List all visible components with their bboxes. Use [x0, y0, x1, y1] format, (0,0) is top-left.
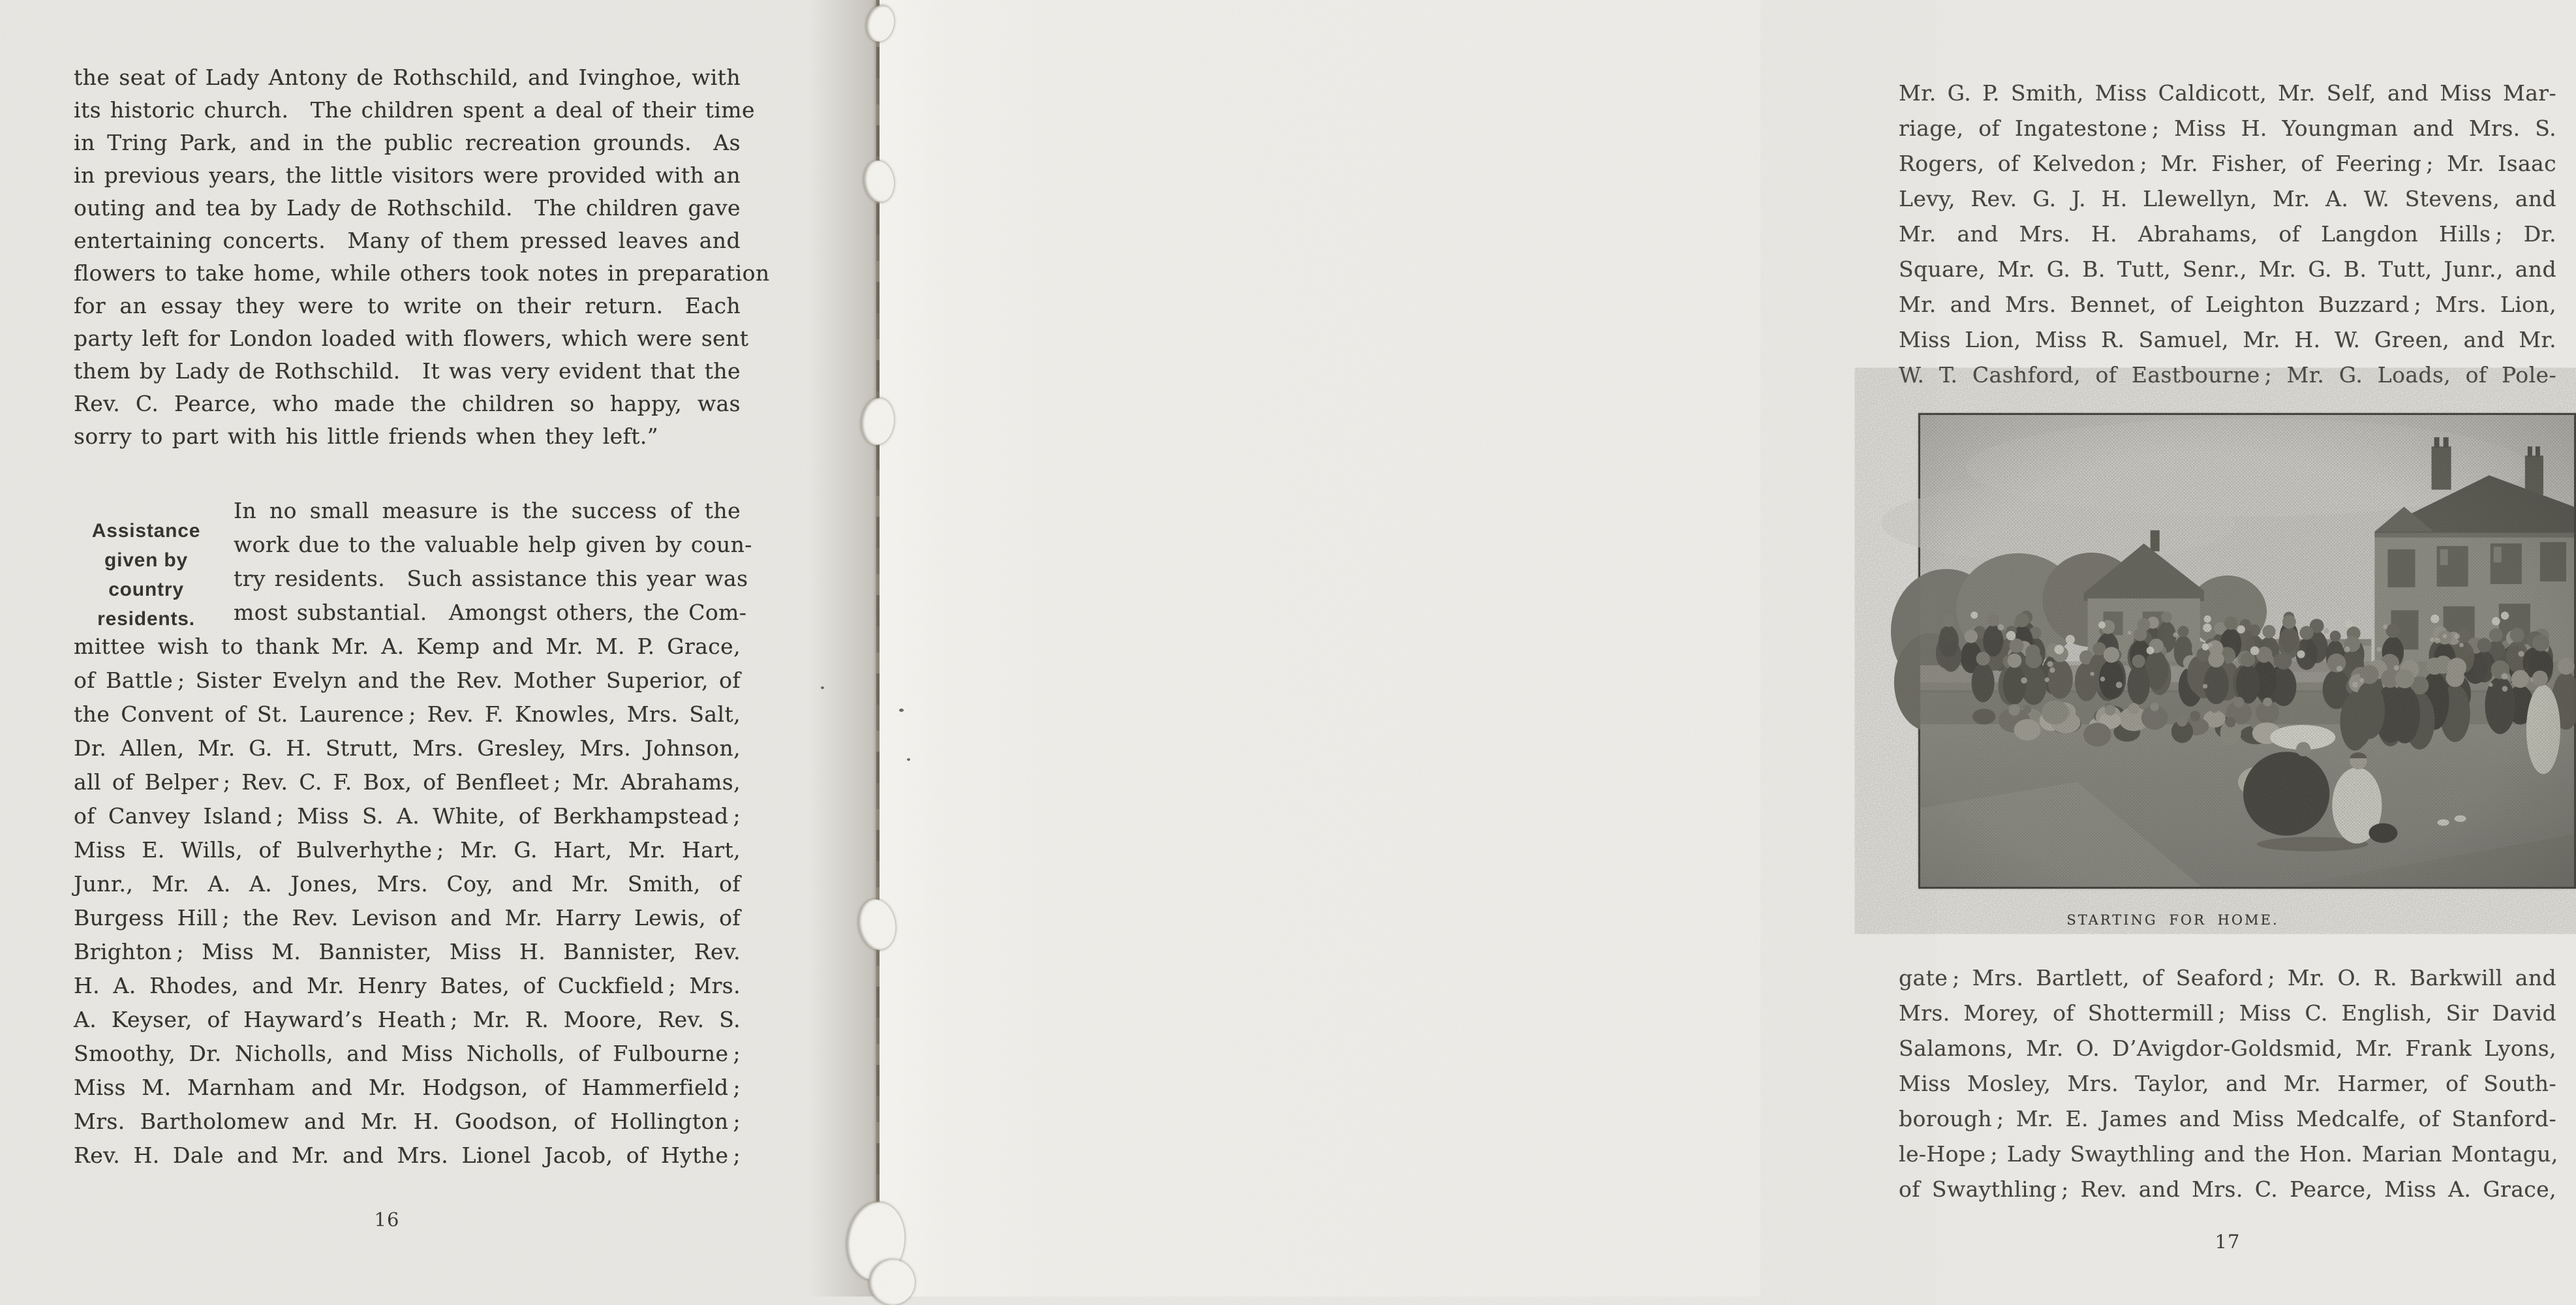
text-line: outing and tea by Lady de Rothschild. The children gave — [74, 195, 741, 221]
photo-caption: STARTING FOR HOME. — [2066, 912, 2279, 928]
text-line: its historic church. The children spent a deal of their time — [74, 97, 755, 123]
text-line: most substantial. Amongst others, the Com- — [234, 600, 747, 625]
text-line: Rev. H. Dale and Mr. and Mrs. Lionel Jacob, of Hythe ; — [74, 1143, 741, 1168]
photo-scene — [1920, 415, 2574, 887]
text-line: borough ; Mr. E. James and Miss Medcalfe, of Stanford- — [1899, 1106, 2556, 1131]
text-line: Levy, Rev. G. J. H. Llewellyn, Mr. A. W. Stevens, and — [1899, 186, 2556, 211]
text-line: sorry to part with his little friends when they left.” — [74, 423, 659, 449]
text-line: of Battle ; Sister Evelyn and the Rev. Mother Superior, of — [74, 668, 741, 693]
text-line: Miss Mosley, Mrs. Taylor, and Mr. Harmer, of South- — [1899, 1071, 2556, 1096]
text-line: Rogers, of Kelvedon ; Mr. Fisher, of Feering ; Mr. Isaac — [1899, 151, 2556, 176]
text-line: In no small measure is the success of the — [234, 498, 741, 523]
text-line: in Tring Park, and in the public recreation grounds. As — [74, 130, 741, 155]
text-line: Burgess Hill ; the Rev. Levison and Mr. Harry Lewis, of — [74, 905, 741, 930]
paragraph-assistance-indent — [234, 494, 752, 630]
text-line: gate ; Mrs. Bartlett, of Seaford ; Mr. O. R. Barkwill and — [1899, 965, 2556, 990]
paragraph-names-top — [1899, 76, 2556, 393]
left-page — [0, 0, 880, 1297]
text-line: work due to the valuable help given by coun- — [234, 532, 752, 557]
paragraph-names-bottom — [1899, 960, 2556, 1207]
text-line: for an essay they were to write on their return. Each — [74, 293, 741, 318]
text-line: Mrs. Morey, of Shottermill ; Miss C. English, Sir David — [1899, 1000, 2556, 1026]
text-line: try residents. Such assistance this year was — [234, 566, 748, 591]
text-line: Mrs. Bartholomew and Mr. H. Goodson, of Hollington ; — [74, 1109, 741, 1134]
text-line: Mr. G. P. Smith, Miss Caldicott, Mr. Self, and Miss Mar- — [1899, 80, 2556, 106]
text-line: H. A. Rhodes, and Mr. Henry Bates, of Cuckfield ; Mrs. — [74, 973, 741, 998]
text-line: party left for London loaded with flowers, which were sent — [74, 326, 749, 351]
text-line: Junr., Mr. A. A. Jones, Mrs. Coy, and Mr. Smith, of — [74, 871, 741, 897]
text-line: of Swaythling ; Rev. and Mrs. C. Pearce, Miss A. Grace, — [1899, 1176, 2556, 1202]
text-line: Brighton ; Miss M. Bannister, Miss H. Bannister, Rev. — [74, 939, 741, 964]
text-line: all of Belper ; Rev. C. F. Box, of Benfleet ; Mr. Abrahams, — [74, 769, 741, 795]
text-line: Mr. and Mrs. Bennet, of Leighton Buzzard ; Mrs. Lion, — [1899, 292, 2556, 317]
side-heading-line: residents. — [97, 608, 195, 630]
text-line: riage, of Ingatestone ; Miss H. Youngman and Mrs. S. — [1899, 115, 2556, 141]
right-page — [880, 0, 2558, 1297]
text-line: le-Hope ; Lady Swaythling and the Hon. Marian Montagu, — [1899, 1141, 2558, 1167]
text-line: Dr. Allen, Mr. G. H. Strutt, Mrs. Gresley, Mrs. Johnson, — [74, 735, 741, 761]
vignette — [1920, 415, 2574, 887]
text-line: mittee wish to thank Mr. A. Kemp and Mr. M. P. Grace, — [74, 634, 741, 659]
text-line: Miss M. Marnham and Mr. Hodgson, of Hammerfield ; — [74, 1075, 741, 1100]
text-line: Smoothy, Dr. Nicholls, and Miss Nicholls, of Fulbourne ; — [74, 1041, 741, 1066]
photograph — [1918, 413, 2576, 889]
text-line: entertaining concerts. Many of them pressed leaves and — [74, 228, 741, 253]
text-line: Mr. and Mrs. H. Abrahams, of Langdon Hills ; Dr. — [1899, 221, 2556, 247]
side-heading-line: given by — [104, 549, 189, 571]
text-line: in previous years, the little visitors were provided with an — [74, 162, 741, 188]
text-line: Rev. C. Pearce, who made the children so happy, was — [74, 391, 741, 416]
text-line: A. Keyser, of Hayward’s Heath ; Mr. R. Moore, Rev. S. — [74, 1007, 741, 1032]
text-line: Miss Lion, Miss R. Samuel, Mr. H. W. Green, and Mr. — [1899, 327, 2556, 352]
page-number: 17 — [2215, 1231, 2241, 1253]
paragraph-continuation — [74, 61, 770, 453]
text-line: the Convent of St. Laurence ; Rev. F. Knowles, Mrs. Salt, — [74, 701, 741, 727]
side-heading — [68, 516, 224, 634]
text-line: Miss E. Wills, of Bulverhythe ; Mr. G. Hart, Mr. Hart, — [74, 837, 741, 863]
text-line: the seat of Lady Antony de Rothschild, and Ivinghoe, with — [74, 65, 741, 90]
page-number: 16 — [374, 1208, 400, 1231]
paragraph-assistance-full — [74, 630, 741, 1173]
text-line: Square, Mr. G. B. Tutt, Senr., Mr. G. B. Tutt, Junr., and — [1899, 256, 2556, 282]
side-heading-line: Assistance — [91, 520, 201, 542]
side-heading-line: country — [108, 579, 184, 600]
text-line: them by Lady de Rothschild. It was very evident that the — [74, 358, 741, 384]
text-line: of Canvey Island ; Miss S. A. White, of Berkhampstead ; — [74, 803, 741, 829]
text-line: flowers to take home, while others took notes in preparation — [74, 260, 770, 286]
text-line: W. T. Cashford, of Eastbourne ; Mr. G. Loads, of Pole- — [1899, 362, 2556, 388]
text-line: Salamons, Mr. O. D’Avigdor-Goldsmid, Mr. Frank Lyons, — [1899, 1036, 2556, 1061]
